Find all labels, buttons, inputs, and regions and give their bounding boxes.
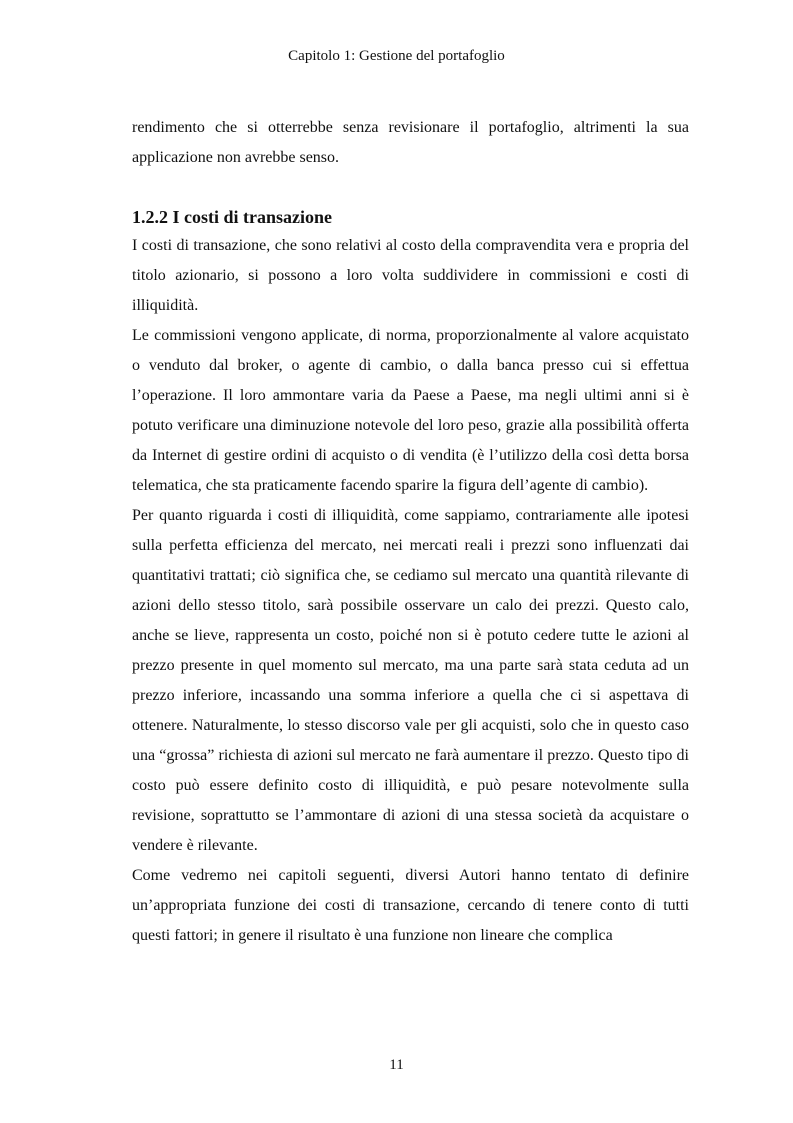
page-number: 11	[389, 1057, 404, 1073]
running-header: Capitolo 1: Gestione del portafoglio	[288, 48, 505, 64]
paragraph-illiquidita: Per quanto riguarda i costi di illiquidità, come sappiamo, contrariamente alle ipotesi sulla perfetta efficienza del mercato, nei mercati reali i prezzi sono influenzati dai quantitativi trattati; ciò significa che, se cediamo sul mercato una quantità rilevante di azioni dello stesso titolo, sarà possibile osservare un calo dei prezzi. Questo calo, anche se lieve, rappresenta un costo, poiché non si è potuto cedere tutte le azioni al prezzo presente in quel momento sul mercato, ma una parte sarà stata ceduta ad un prezzo inferiore, incassando una somma inferiore a quella che ci si aspettava di ottenere. Naturalmente, lo stesso discorso vale per gli acquisti, solo che in questo caso una “grossa” richiesta di azioni sul mercato ne farà aumentare il prezzo. Questo tipo di costo può essere definito costo di illiquidità, e può pesare notevolmente sulla revisione, soprattutto se l’ammontare di azioni di una stessa società da acquistare o vendere è rilevante.	[132, 507, 689, 854]
paragraph-autori: Come vedremo nei capitoli seguenti, diversi Autori hanno tentato di definire un’appropriata funzione dei costi di transazione, cercando di tenere conto di tutti questi fattori; in genere il risultato è una funzione non lineare che complica	[132, 867, 689, 944]
page-body	[132, 113, 689, 951]
paragraph-commissioni: Le commissioni vengono applicate, di norma, proporzionalmente al valore acquistato o venduto dal broker, o agente di cambio, o dalla banca presso cui si effettua l’operazione. Il loro ammontare varia da Paese a Paese, ma negli ultimi anni si è potuto verificare una diminuzione notevole del loro peso, grazie alla possibilità offerta da Internet di gestire ordini di acquisto o di vendita (è l’utilizzo della così detta borsa telematica, che sta praticamente facendo sparire la figura dell’agente di cambio).	[132, 327, 689, 494]
section-heading: 1.2.2 I costi di transazione	[132, 207, 332, 227]
paragraph-continuation: rendimento che si otterrebbe senza revisionare il portafoglio, altrimenti la sua applicazione non avrebbe senso.	[132, 119, 689, 166]
paragraph-intro: I costi di transazione, che sono relativi al costo della compravendita vera e propria del titolo azionario, si possono a loro volta suddividere in commissioni e costi di illiquidità.	[132, 237, 689, 314]
